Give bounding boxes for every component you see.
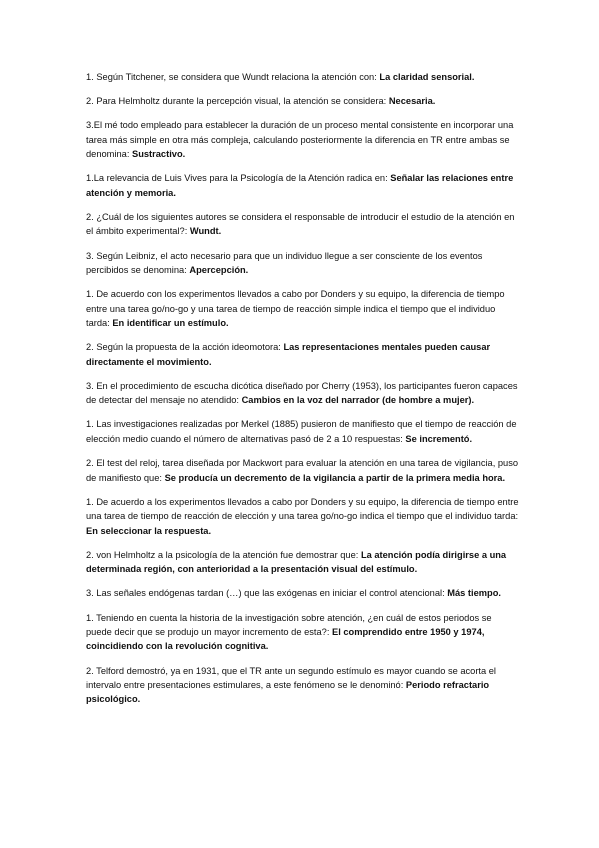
qa-item-1 [86, 70, 519, 84]
qa-item-14 [86, 586, 519, 600]
qa-item-13 [86, 548, 519, 577]
question-text: 2. Para Helmholtz durante la percepción visual, la atención se considera: [86, 96, 389, 107]
question-text: 1. Según Titchener, se considera que Wundt relaciona la atención con: [86, 72, 380, 82]
qa-item-9 [86, 379, 519, 408]
answer-text: En identificar un estímulo. [112, 318, 229, 329]
answer-text: La claridad sensorial. [379, 72, 475, 82]
answer-text: Se producía un decremento de la vigilancia a partir de la primera media hora. [164, 472, 506, 483]
qa-item-8 [86, 340, 519, 369]
qa-item-7 [86, 287, 519, 330]
answer-text: Más tiempo. [447, 588, 501, 599]
answer-text: El comprendido entre 1950 y 1974, coincidiendo con la revolución cognitiva. [86, 626, 485, 652]
question-text: 1. De acuerdo a los experimentos llevados a cabo por Donders y su equipo, la diferencia de tiempo entre una tarea de tiempo de reacción de elección y una tarea go/no-go indica el tiempo que el individuo tarda: [86, 496, 519, 522]
question-text: 3. Según Leibniz, el acto necesario para que un individuo llegue a ser consciente de los eventos percibidos se denomina: [86, 250, 483, 276]
qa-item-16 [86, 664, 519, 707]
question-text: 1. Teniendo en cuenta la historia de la investigación sobre atención, ¿en cuál de estos periodos se puede decir que se produjo un mayor incremento de esta?: [86, 612, 492, 637]
answer-text: La atención podía dirigirse a una determinada región, con anterioridad a la presentación visual del estímulo. [86, 549, 507, 575]
qa-item-6 [86, 249, 519, 278]
answer-text: Apercepción. [189, 265, 249, 276]
qa-item-12 [86, 495, 519, 538]
question-text: 2. El test del reloj, tarea diseñada por Mackwort para evaluar la atención en una tarea de vigilancia, puso de manifiesto que: [86, 458, 519, 483]
answer-text: Señalar las relaciones entre atención y memoria. [86, 173, 514, 198]
question-text: 3. En el procedimiento de escucha dicótica diseñado por Cherry (1953), los participantes fueron capaces de detectar del mensaje no atendido: [86, 380, 518, 406]
qa-item-10 [86, 417, 519, 446]
qa-item-11 [86, 456, 519, 485]
answer-text: En seleccionar la respuesta. [86, 525, 212, 536]
question-text: 3.El mé todo empleado para establecer la duración de un proceso mental consistente en incorporar una tarea más simple en otra más compleja, calculando posteriormente la diferencia en TR entre ambas se denomina: [86, 120, 514, 160]
answer-text: Las representaciones mentales pueden causar directamente el movimiento. [86, 342, 491, 367]
question-text: 2. Telford demostró, ya en 1931, que el TR ante un segundo estímulo es mayor cuando se acorta el intervalo entre presentaciones estimulares, a este fenómeno se le denominó: [86, 665, 497, 690]
answer-text: Necesaria. [388, 96, 436, 107]
question-text: 3. Las señales endógenas tardan (…) que las exógenas en iniciar el control atencional: [86, 588, 448, 599]
question-text: 1. De acuerdo con los experimentos llevados a cabo por Donders y su equipo, la diferencia de tiempo entre una tarea go/no-go y una tarea de tiempo de reacción simple indica el tiempo que el individuo tarda: [86, 289, 505, 329]
question-text: 1.La relevancia de Luis Vives para la Psicología de la Atención radica en: [86, 173, 391, 184]
qa-item-3 [86, 118, 519, 161]
question-text: 1. Las investigaciones realizadas por Merkel (1885) pusieron de manifiesto que el tiempo de reacción de elección medio cuando el número de alternativas pasó de 2 a 10 respuestas: [86, 419, 517, 444]
answer-text: Periodo refractario psicológico. [86, 679, 490, 705]
question-text: 2. Según la propuesta de la acción ideomotora: [86, 342, 284, 353]
qa-item-2 [86, 94, 519, 108]
qa-item-4 [86, 171, 519, 200]
question-text: 2. ¿Cuál de los siguientes autores se considera el responsable de introducir el estudio de la atención en el ámbito experimental?: [86, 212, 515, 237]
question-text: 2. von Helmholtz a la psicología de la atención fue demostrar que: [86, 549, 361, 560]
answer-text: Cambios en la voz del narrador (de hombre a mujer). [241, 395, 475, 406]
qa-item-15 [86, 611, 519, 654]
answer-text: Se incrementó. [405, 433, 473, 444]
answer-text: Sustractivo. [132, 149, 186, 160]
qa-item-5 [86, 210, 519, 239]
answer-text: Wundt. [189, 226, 222, 237]
